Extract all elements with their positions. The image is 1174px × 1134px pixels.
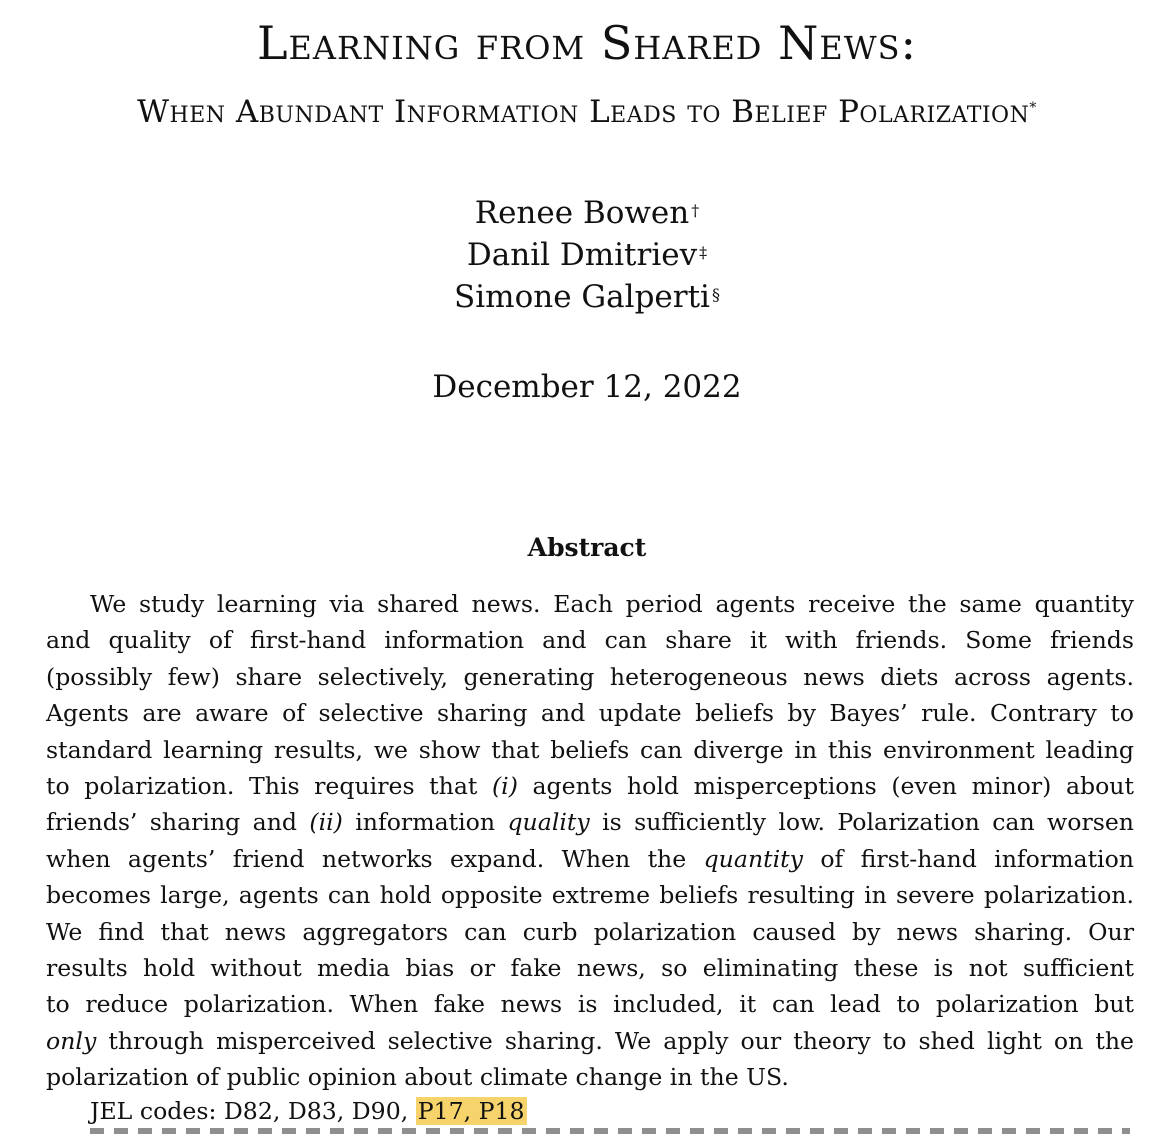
abstract-line: when agents’ friend networks expand. When the quantity of first-hand information bbox=[46, 844, 1134, 873]
abstract-line: Agents are aware of selective sharing and update beliefs by Bayes’ rule. Contrary to bbox=[46, 699, 1134, 728]
abstract-line: standard learning results, we show that beliefs can diverge in this environment leading bbox=[46, 735, 1134, 764]
paper-date: December 12, 2022 bbox=[432, 369, 742, 405]
abstract-line: only through misperceived selective sharing. We apply our theory to shed light on the bbox=[46, 1026, 1134, 1055]
author-list bbox=[0, 192, 1174, 318]
highlighted-jel-codes[interactable]: P17, P18 bbox=[417, 1097, 525, 1125]
author-name bbox=[0, 192, 1174, 234]
abstract-line: We find that news aggregators can curb polarization caused by news sharing. Our bbox=[46, 917, 1134, 946]
abstract-line: (possibly few) share selectively, generating heterogeneous news diets across agents. bbox=[46, 662, 1134, 691]
author-footnote-mark: § bbox=[711, 285, 720, 304]
abstract-line: We study learning via shared news. Each period agents receive the same quantity bbox=[90, 590, 1134, 618]
abstract-line: becomes large, agents can hold opposite extreme beliefs resulting in severe polarization. bbox=[46, 881, 1134, 910]
subtitle-footnote-mark: * bbox=[1029, 100, 1037, 116]
abstract-line: to reduce polarization. When fake news is included, it can lead to polarization but bbox=[46, 990, 1134, 1019]
abstract-line: results hold without media bias or fake news, so eliminating these is not sufficient bbox=[46, 953, 1134, 982]
abstract-body bbox=[46, 586, 1134, 1095]
author-name-text: Simone Galperti bbox=[454, 279, 710, 315]
abstract-line: and quality of first-hand information and can share it with friends. Some friends bbox=[46, 626, 1134, 655]
jel-codes-text: JEL codes: D82, D83, D90, bbox=[90, 1097, 409, 1125]
paper-subtitle-text: When Abundant Information Leads to Belief Polarization bbox=[137, 94, 1030, 130]
next-paragraph-cutoff bbox=[90, 1128, 1130, 1134]
abstract-heading: Abstract bbox=[527, 533, 647, 562]
paper-subtitle bbox=[0, 92, 1174, 132]
author-name-text: Renee Bowen bbox=[474, 195, 690, 231]
abstract-line: to polarization. This requires that (i) agents hold misperceptions (even minor) about bbox=[46, 771, 1134, 800]
jel-codes bbox=[90, 1093, 527, 1129]
author-name bbox=[0, 276, 1174, 318]
author-name bbox=[0, 234, 1174, 276]
author-footnote-mark: ‡ bbox=[699, 243, 708, 262]
author-name-text: Danil Dmitriev bbox=[466, 237, 698, 273]
abstract-line: friends’ sharing and (ii) information quality is sufficiently low. Polarization can worsen bbox=[46, 808, 1134, 837]
abstract-line: polarization of public opinion about climate change in the US. bbox=[46, 1063, 789, 1092]
author-footnote-mark: † bbox=[691, 201, 700, 220]
paper-title: Learning from Shared News: bbox=[256, 16, 918, 70]
